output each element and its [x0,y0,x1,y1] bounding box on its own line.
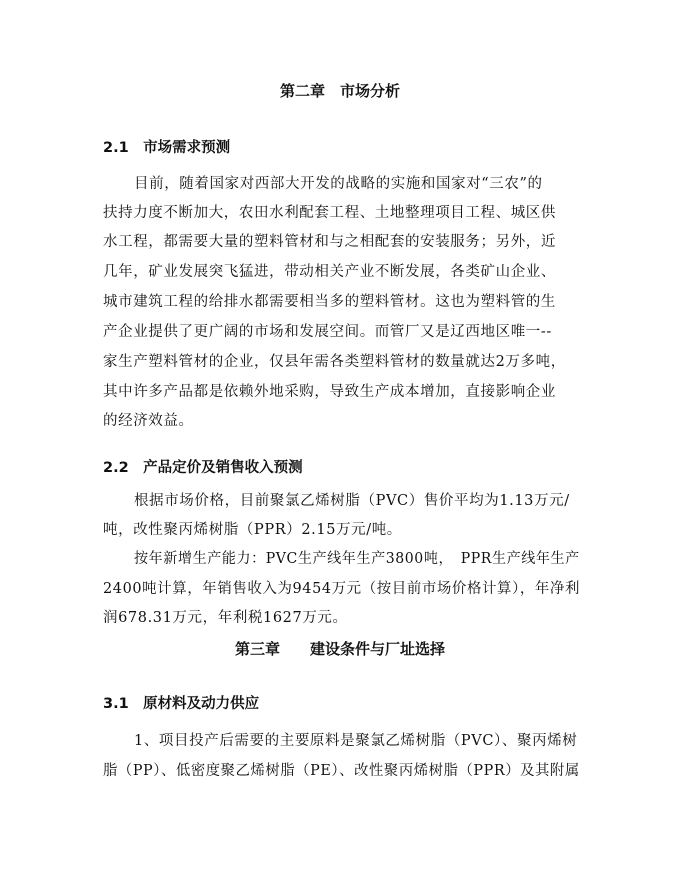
paragraph-line: 按年新增生产能力：PVC生产线年生产3800吨， PPR生产线年生产 [134,551,580,567]
paragraph-line: 家生产塑料管材的企业，仅县年需各类塑料管材的数量就达2万多吨， [103,354,566,370]
section-2-2-heading: 2.2 产品定价及销售收入预测 [103,460,303,476]
paragraph-line: 城市建筑工程的给排水都需要相当多的塑料管材。这也为塑料管的生 [103,294,556,310]
paragraph-line: 润678.31万元，年利税1627万元。 [103,610,348,626]
section-2-1-heading: 2.1 市场需求预测 [103,140,231,156]
paragraph-line: 脂（PP）、低密度聚乙烯树脂（PE）、改性聚丙烯树脂（PPR）及其附属 [103,763,580,779]
paragraph-line: 的经济效益。 [103,413,194,429]
paragraph-line: 2400吨计算，年销售收入为9454万元（按目前市场价格计算），年净利 [103,581,581,597]
paragraph-line: 几年，矿业发展突飞猛进，带动相关产业不断发展，各类矿山企业、 [103,264,556,280]
chapter-2-title: 第二章 市场分析 [279,82,400,100]
paragraph-line: 产企业提供了更广阔的市场和发展空间。而管厂又是辽西地区唯一-- [103,324,552,340]
paragraph-line: 水工程，都需要大量的塑料管材和与之相配套的安装服务；另外，近 [103,234,556,250]
paragraph-line: 根据市场价格，目前聚氯乙烯树脂（PVC）售价平均为1.13万元/ [134,493,570,509]
paragraph-line: 吨，改性聚丙烯树脂（PPR）2.15万元/吨。 [103,522,402,538]
paragraph-line: 其中许多产品都是依赖外地采购，导致生产成本增加，直接影响企业 [103,384,556,400]
section-3-1-heading: 3.1 原材料及动力供应 [103,696,260,712]
paragraph-line: 目前，随着国家对西部大开发的战略的实施和国家对“三农”的 [134,176,543,192]
paragraph-line: 扶持力度不断加大，农田水利配套工程、土地整理项目工程、城区供 [103,205,556,221]
paragraph-line: 1、项目投产后需要的主要原料是聚氯乙烯树脂（PVC）、聚丙烯树 [134,733,578,749]
chapter-3-title: 第三章 建设条件与厂址选择 [234,640,445,658]
